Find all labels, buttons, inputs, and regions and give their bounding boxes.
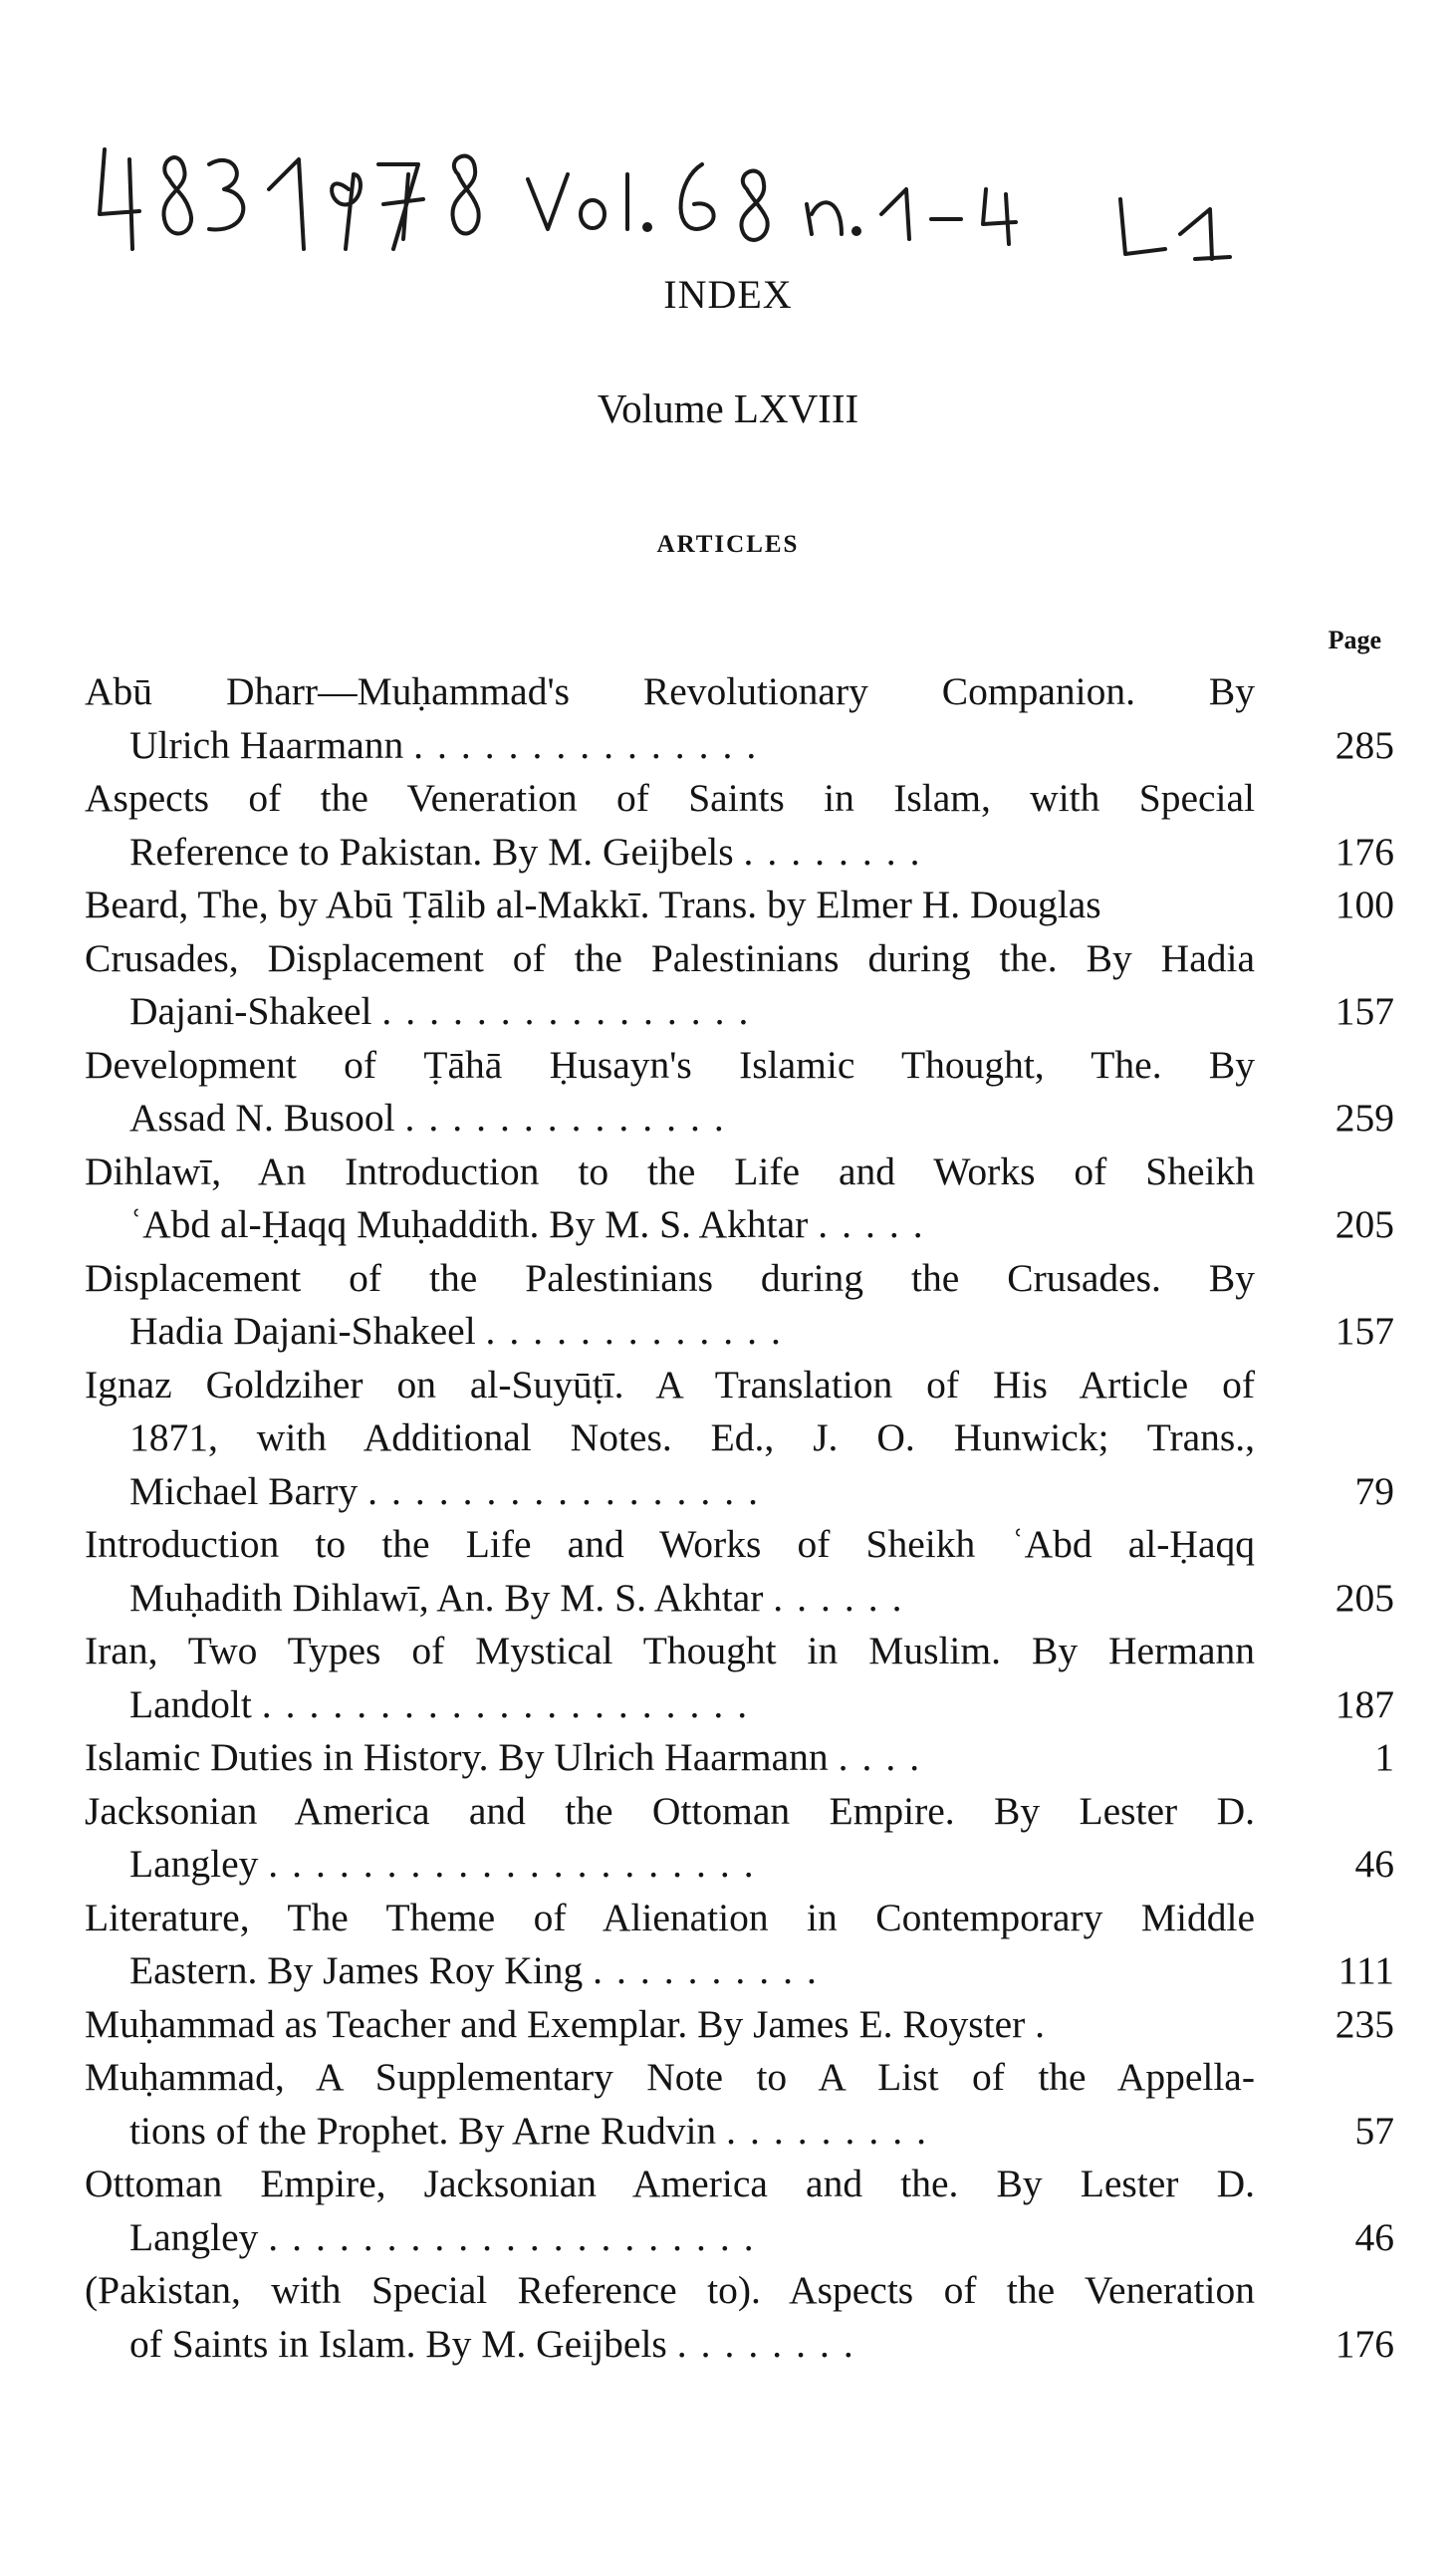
entry-line: Dihlawī, An Introduction to the Life and Works of Sheikh — [85, 1149, 1255, 1193]
index-entry: Iran, Two Types of Mystical Thought in Muslim. By Hermann Landolt ..................... 187 — [85, 1625, 1394, 1731]
index-entry: Dihlawī, An Introduction to the Life and Works of Sheikh ʿAbd al-Ḥaqq Muḥaddith. By M. S. Akhtar ..... 205 — [85, 1146, 1394, 1252]
entry-line: Dajani-Shakeel — [129, 989, 372, 1033]
section-heading: ARTICLES — [656, 531, 800, 558]
entry-line: Langley — [129, 1842, 259, 1886]
entry-line: Hadia Dajani-Shakeel — [129, 1309, 476, 1353]
index-entry — [85, 879, 1394, 932]
index-entry: Literature, The Theme of Alienation in Contemporary Middle Eastern. By James Roy King .......... 111 — [85, 1892, 1394, 1998]
entry-line: Muḥadith Dihlawī, An. By M. S. Akhtar — [129, 1575, 764, 1620]
page-number: 235 — [1335, 2001, 1394, 2046]
index-entry: Muḥammad, A Supplementary Note to A List of the Appella- tions of the Prophet. By Arne Rudvin ......... 57 — [85, 2051, 1394, 2158]
page-number: 57 — [1354, 2108, 1394, 2153]
page-number: 157 — [1335, 989, 1394, 1033]
entry-line: Ottoman Empire, Jacksonian America and the. By Lester D. — [85, 2162, 1255, 2205]
entry-line: Ignaz Goldziher on al-Suyūṭī. A Translation of His Article of — [85, 1362, 1255, 1406]
page-number: 285 — [1335, 722, 1394, 767]
index-entry — [85, 1998, 1394, 2052]
entry-line: Islamic Duties in History. By Ulrich Haarmann — [85, 1735, 829, 1779]
entry-line: Iran, Two Types of Mystical Thought in Muslim. By Hermann — [85, 1629, 1255, 1672]
entry-line: Development of Ṭāhā Ḥusayn's Islamic Thought, The. By — [85, 1042, 1255, 1087]
index-entry: Abū Dharr—Muḥammad's Revolutionary Companion. By Ulrich Haarmann ............... 285 — [85, 665, 1394, 772]
index-entry: Development of Ṭāhā Ḥusayn's Islamic Thought, The. By Assad N. Busool .............. 259 — [85, 1039, 1394, 1146]
index-entry: Crusades, Displacement of the Palestinians during the. By Hadia Dajani-Shakeel ................ 157 — [85, 932, 1394, 1039]
entry-line: (Pakistan, with Special Reference to). Aspects of the Veneration — [85, 2268, 1255, 2312]
index-entry: (Pakistan, with Special Reference to). Aspects of the Veneration of Saints in Islam. By M. Geijbels ........ 176 — [85, 2264, 1394, 2371]
entry-line: Literature, The Theme of Alienation in Contemporary Middle — [85, 1895, 1255, 1939]
entry-line: Assad N. Busool — [129, 1096, 395, 1140]
entry-line: 1871, with Additional Notes. Ed., J. O. Hunwick; Trans., — [129, 1415, 1255, 1459]
entry-line: Muḥammad as Teacher and Exemplar. By James E. Royster . — [85, 2001, 1046, 2046]
page-number: 100 — [1335, 883, 1394, 926]
page-number: 205 — [1335, 1202, 1394, 1246]
page-number: 176 — [1335, 829, 1394, 874]
article-index-list — [85, 665, 1394, 2371]
entry-line: Beard, The, by Abū Ṭālib al-Makkī. Trans. by Elmer H. Douglas — [85, 883, 1101, 926]
entry-line: ʿAbd al-Ḥaqq Muḥaddith. By M. S. Akhtar — [129, 1202, 809, 1246]
page-column-header: Page — [1328, 626, 1381, 654]
page-number: 259 — [1335, 1096, 1394, 1140]
entry-line: Muḥammad, A Supplementary Note to A List of the Appella- — [85, 2055, 1255, 2099]
page-number: 79 — [1354, 1468, 1394, 1513]
entry-line: of Saints in Islam. By M. Geijbels — [129, 2321, 667, 2366]
index-entry: Jacksonian America and the Ottoman Empire. By Lester D. Langley ..................... 46 — [85, 1785, 1394, 1892]
entry-line: Reference to Pakistan. By M. Geijbels — [129, 829, 734, 874]
handwritten-catalog-note — [85, 120, 1379, 269]
entry-line: Aspects of the Veneration of Saints in Islam, with Special — [85, 776, 1255, 820]
index-entry: Displacement of the Palestinians during the Crusades. By Hadia Dajani-Shakeel ............. 157 — [85, 1252, 1394, 1359]
entry-line: Ulrich Haarmann — [129, 722, 404, 767]
entry-line: Michael Barry — [129, 1468, 359, 1513]
entry-line: Abū Dharr—Muḥammad's Revolutionary Companion. By — [85, 669, 1255, 713]
entry-line: Crusades, Displacement of the Palestinians during the. By Hadia — [85, 935, 1255, 980]
index-title: INDEX — [663, 272, 793, 317]
index-entry: Introduction to the Life and Works of Sheikh ʿAbd al-Ḥaqq Muḥadith Dihlawī, An. By M. S. Akhtar ...... 205 — [85, 1518, 1394, 1625]
index-entry: Ignaz Goldziher on al-Suyūṭī. A Translation of His Article of 1871, with Additional Notes. Ed., J. O. Hunwick; Trans., Michael Barry ................. 79 — [85, 1359, 1394, 1519]
page-number: 157 — [1335, 1309, 1394, 1353]
index-entry: Islamic Duties in History. By Ulrich Haarmann .... 1 — [85, 1731, 1394, 1785]
entry-line: Langley — [129, 2214, 259, 2259]
page-number: 1 — [1374, 1735, 1394, 1779]
entry-line: Displacement of the Palestinians during the Crusades. By — [85, 1255, 1255, 1300]
page-number: 187 — [1335, 1681, 1394, 1726]
entry-line: tions of the Prophet. By Arne Rudvin — [129, 2108, 717, 2153]
entry-line: Introduction to the Life and Works of Sheikh ʿAbd al-Ḥaqq — [85, 1522, 1255, 1566]
page-number: 176 — [1335, 2321, 1394, 2366]
page-number: 111 — [1337, 1948, 1394, 1992]
volume-title: Volume LXVIII — [597, 385, 859, 431]
index-entry: Ottoman Empire, Jacksonian America and the. By Lester D. Langley ..................... 46 — [85, 2158, 1394, 2264]
index-entry: Aspects of the Veneration of Saints in Islam, with Special Reference to Pakistan. By M. Geijbels ........ 176 — [85, 772, 1394, 879]
page-number: 205 — [1335, 1575, 1394, 1620]
page-number: 46 — [1354, 1842, 1394, 1886]
entry-line: Landolt — [129, 1681, 252, 1726]
entry-line: Jacksonian America and the Ottoman Empire. By Lester D. — [85, 1788, 1255, 1833]
entry-line: Eastern. By James Roy King — [129, 1948, 584, 1992]
page-number: 46 — [1354, 2214, 1394, 2259]
